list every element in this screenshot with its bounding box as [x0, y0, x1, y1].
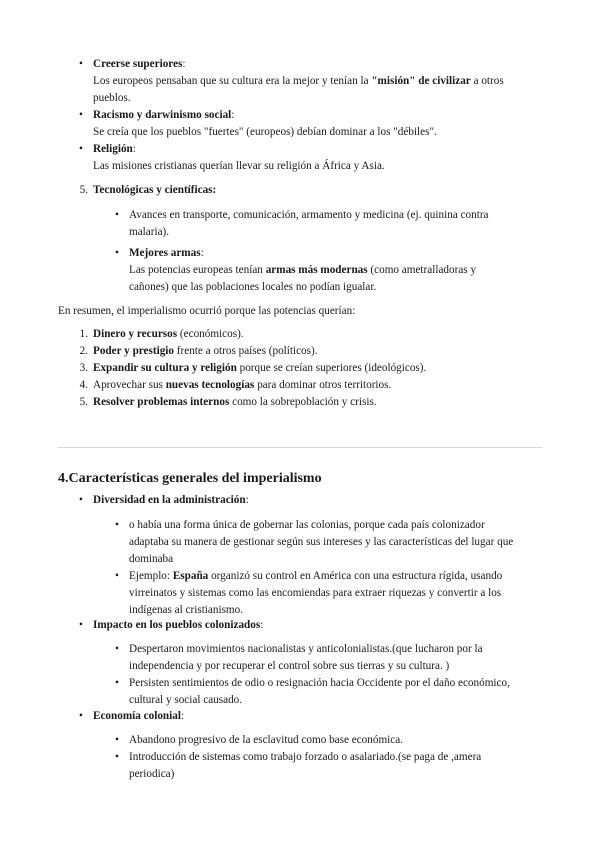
list-item-text: pueblos.: [93, 92, 131, 104]
bullet: •: [79, 109, 83, 121]
list-number: 2.: [79, 345, 88, 357]
list-item-text: Las misiones cristianas querían llevar su religión a África y Asia.: [93, 160, 385, 172]
bullet: •: [115, 677, 119, 689]
list-item-text: Ejemplo: España organizó su control en América con una estructura rígida, usando: [129, 570, 503, 582]
list-item-text: Persisten sentimientos de odio o resignación hacia Occidente por el daño económico,: [129, 677, 510, 689]
section-heading: 4.Características generales del imperialismo: [58, 471, 322, 486]
list-item-text: indígenas al cristianismo.: [129, 604, 244, 616]
bullet: •: [115, 643, 119, 655]
bullet: •: [115, 209, 119, 221]
list-item-title: Religión:: [93, 143, 136, 155]
list-number: 5.: [79, 184, 88, 196]
bullet: •: [115, 751, 119, 763]
horizontal-divider: [58, 447, 542, 448]
list-item-text: malaria).: [129, 226, 170, 238]
list-item-text: Abandono progresivo de la esclavitud como base económica.: [129, 734, 404, 746]
bullet: •: [79, 494, 83, 506]
summary-item: Resolver problemas internos como la sobrepoblación y crisis.: [93, 396, 377, 408]
list-item-title: Impacto en los pueblos colonizados:: [93, 619, 264, 631]
summary-item: Dinero y recursos (económicos).: [93, 328, 244, 340]
list-item-title: Racismo y darwinismo social:: [93, 109, 235, 121]
list-number: 3.: [79, 362, 88, 374]
list-number: 4.: [79, 379, 88, 391]
bullet: •: [115, 519, 119, 531]
list-item-text: cañones) que las poblaciones locales no podían igualar.: [129, 281, 377, 293]
bullet: •: [115, 247, 119, 259]
summary-item: Aprovechar sus nuevas tecnologías para dominar otros territorios.: [93, 379, 392, 391]
list-item-text: Los europeos pensaban que su cultura era la mejor y tenían la "misión" de civilizar a otros: [93, 75, 504, 87]
list-item-text: independencia y por recuperar el control sobre sus tierras y su cultura. ): [129, 660, 450, 672]
list-item-title: Mejores armas:: [129, 247, 204, 259]
list-item-text: o había una forma única de gobernar las colonias, porque cada país colonizador: [129, 519, 485, 531]
bullet: •: [79, 143, 83, 155]
list-item-text: Se creía que los pueblos "fuertes" (europeos) debían dominar a los "débiles".: [93, 126, 437, 138]
list-item-text: virreinatos y sistemas como las encomiendas para extraer riquezas y convertir a los: [129, 587, 502, 599]
list-heading: Tecnológicas y científicas:: [93, 184, 217, 196]
list-item-title: Economía colonial:: [93, 710, 185, 722]
list-item-text: Despertaron movimientos nacionalistas y anticolonialistas.(que lucharon por la: [129, 643, 483, 655]
list-item-title: Diversidad en la administración:: [93, 494, 249, 506]
bullet: •: [79, 710, 83, 722]
list-item-text: Las potencias europeas tenían armas más modernas (como ametralladoras y: [129, 264, 477, 276]
list-item-title: Creerse superiores:: [93, 58, 186, 70]
list-item-text: Avances en transporte, comunicación, armamento y medicina (ej. quinina contra: [129, 209, 489, 221]
summary-intro: En resumen, el imperialismo ocurrió porque las potencias querían:: [58, 305, 356, 317]
bullet: •: [79, 58, 83, 70]
list-item-text: periodica): [129, 768, 175, 780]
summary-item: Poder y prestigio frente a otros países (políticos).: [93, 345, 318, 357]
list-item-text: cultural y social causado.: [129, 694, 243, 706]
summary-item: Expandir su cultura y religión porque se creían superiores (ideológicos).: [93, 362, 427, 374]
bullet: •: [115, 570, 119, 582]
list-item-text: dominaba: [129, 553, 174, 565]
bullet: •: [79, 619, 83, 631]
list-item-text: Introducción de sistemas como trabajo forzado o asalariado.(se paga de ,amera: [129, 751, 482, 763]
bullet: •: [115, 734, 119, 746]
list-number: 5.: [79, 396, 88, 408]
list-item-text: adaptaba su manera de gestionar según sus intereses y las características del lugar que: [129, 536, 514, 548]
list-number: 1.: [79, 328, 88, 340]
